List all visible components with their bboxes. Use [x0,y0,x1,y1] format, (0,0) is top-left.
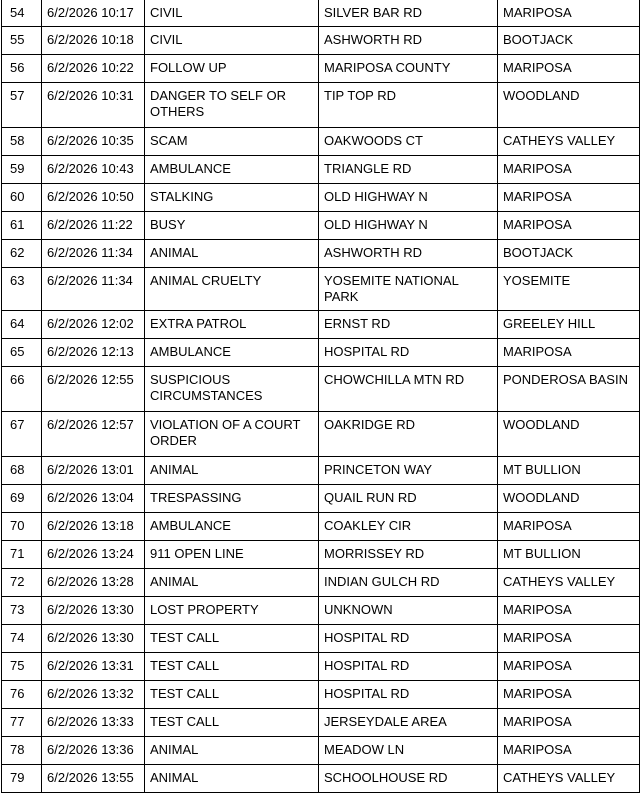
call-city: MARIPOSA [498,55,640,83]
call-city: CATHEYS VALLEY [498,765,640,793]
call-type: TEST CALL [145,681,319,709]
table-row [2,457,640,485]
call-location: QUAIL RUN RD [319,485,498,513]
call-type: AMBULANCE [145,339,319,367]
call-datetime: 6/2/2026 12:55 [42,367,145,412]
call-type: SUSPICIOUS CIRCUMSTANCES [145,367,319,412]
call-datetime: 6/2/2026 13:30 [42,625,145,653]
call-datetime: 6/2/2026 12:57 [42,412,145,457]
table-row [2,0,640,27]
call-location: TIP TOP RD [319,83,498,128]
call-datetime: 6/2/2026 13:18 [42,513,145,541]
call-type: TEST CALL [145,625,319,653]
call-type: TRESPASSING [145,485,319,513]
call-city: MARIPOSA [498,156,640,184]
table-row [2,367,640,412]
call-datetime: 6/2/2026 13:31 [42,653,145,681]
call-datetime: 6/2/2026 10:43 [42,156,145,184]
call-city: MARIPOSA [498,212,640,240]
call-datetime: 6/2/2026 13:04 [42,485,145,513]
table-row [2,541,640,569]
call-datetime: 6/2/2026 13:33 [42,709,145,737]
call-number: 74 [2,625,42,653]
call-location: UNKNOWN [319,597,498,625]
call-datetime: 6/2/2026 13:55 [42,765,145,793]
call-datetime: 6/2/2026 13:36 [42,737,145,765]
call-datetime: 6/2/2026 12:13 [42,339,145,367]
call-location: TRIANGLE RD [319,156,498,184]
call-number: 72 [2,569,42,597]
call-type: FOLLOW UP [145,55,319,83]
call-location: YOSEMITE NATIONAL PARK [319,268,498,311]
call-city: MARIPOSA [498,737,640,765]
table-row [2,128,640,156]
call-city: MT BULLION [498,541,640,569]
call-log-body [2,0,640,793]
call-type: DANGER TO SELF OR OTHERS [145,83,319,128]
table-row [2,485,640,513]
call-type: CIVIL [145,27,319,55]
call-location: HOSPITAL RD [319,339,498,367]
call-city: BOOTJACK [498,240,640,268]
call-type: EXTRA PATROL [145,311,319,339]
call-city: YOSEMITE [498,268,640,311]
call-number: 69 [2,485,42,513]
table-row [2,156,640,184]
call-type: VIOLATION OF A COURT ORDER [145,412,319,457]
call-location: MARIPOSA COUNTY [319,55,498,83]
call-city: CATHEYS VALLEY [498,569,640,597]
call-location: COAKLEY CIR [319,513,498,541]
call-location: MORRISSEY RD [319,541,498,569]
call-datetime: 6/2/2026 13:32 [42,681,145,709]
call-number: 73 [2,597,42,625]
call-city: MARIPOSA [498,709,640,737]
call-datetime: 6/2/2026 10:31 [42,83,145,128]
table-row [2,184,640,212]
call-location: OAKWOODS CT [319,128,498,156]
call-datetime: 6/2/2026 10:18 [42,27,145,55]
call-location: CHOWCHILLA MTN RD [319,367,498,412]
call-number: 63 [2,268,42,311]
call-type: LOST PROPERTY [145,597,319,625]
call-city: MT BULLION [498,457,640,485]
call-type: TEST CALL [145,653,319,681]
call-type: ANIMAL [145,569,319,597]
call-city: WOODLAND [498,83,640,128]
call-location: SCHOOLHOUSE RD [319,765,498,793]
call-city: MARIPOSA [498,597,640,625]
call-location: PRINCETON WAY [319,457,498,485]
call-datetime: 6/2/2026 10:22 [42,55,145,83]
call-number: 57 [2,83,42,128]
call-datetime: 6/2/2026 12:02 [42,311,145,339]
call-datetime: 6/2/2026 13:01 [42,457,145,485]
call-city: MARIPOSA [498,513,640,541]
call-datetime: 6/2/2026 11:34 [42,268,145,311]
table-row [2,311,640,339]
call-log-table [1,0,640,793]
call-city: PONDEROSA BASIN [498,367,640,412]
call-number: 61 [2,212,42,240]
call-type: AMBULANCE [145,156,319,184]
call-type: ANIMAL [145,765,319,793]
call-city: BOOTJACK [498,27,640,55]
call-number: 76 [2,681,42,709]
call-number: 58 [2,128,42,156]
table-row [2,339,640,367]
call-number: 67 [2,412,42,457]
call-number: 59 [2,156,42,184]
table-row [2,597,640,625]
call-datetime: 6/2/2026 10:50 [42,184,145,212]
call-location: OLD HIGHWAY N [319,184,498,212]
call-number: 54 [2,0,42,27]
call-datetime: 6/2/2026 10:17 [42,0,145,27]
table-row [2,513,640,541]
call-location: HOSPITAL RD [319,625,498,653]
call-number: 56 [2,55,42,83]
call-city: MARIPOSA [498,339,640,367]
call-number: 71 [2,541,42,569]
table-row [2,83,640,128]
call-location: ERNST RD [319,311,498,339]
call-number: 62 [2,240,42,268]
call-type: TEST CALL [145,709,319,737]
table-row [2,212,640,240]
call-type: CIVIL [145,0,319,27]
call-type: ANIMAL [145,240,319,268]
call-location: ASHWORTH RD [319,240,498,268]
call-type: STALKING [145,184,319,212]
call-location: HOSPITAL RD [319,653,498,681]
call-location: MEADOW LN [319,737,498,765]
call-location: OLD HIGHWAY N [319,212,498,240]
call-number: 70 [2,513,42,541]
call-location: ASHWORTH RD [319,27,498,55]
call-city: MARIPOSA [498,625,640,653]
call-number: 75 [2,653,42,681]
call-number: 64 [2,311,42,339]
call-number: 78 [2,737,42,765]
call-location: INDIAN GULCH RD [319,569,498,597]
call-datetime: 6/2/2026 13:28 [42,569,145,597]
call-city: WOODLAND [498,412,640,457]
table-row [2,653,640,681]
call-number: 79 [2,765,42,793]
call-number: 65 [2,339,42,367]
call-city: GREELEY HILL [498,311,640,339]
call-location: OAKRIDGE RD [319,412,498,457]
table-row [2,412,640,457]
table-row [2,737,640,765]
call-type: SCAM [145,128,319,156]
table-row [2,268,640,311]
call-datetime: 6/2/2026 11:22 [42,212,145,240]
table-row [2,681,640,709]
call-city: MARIPOSA [498,0,640,27]
call-datetime: 6/2/2026 11:34 [42,240,145,268]
call-datetime: 6/2/2026 13:30 [42,597,145,625]
call-number: 77 [2,709,42,737]
call-type: BUSY [145,212,319,240]
call-type: ANIMAL CRUELTY [145,268,319,311]
call-city: MARIPOSA [498,184,640,212]
table-row [2,625,640,653]
call-city: CATHEYS VALLEY [498,128,640,156]
table-row [2,765,640,793]
call-number: 60 [2,184,42,212]
table-row [2,709,640,737]
table-row [2,240,640,268]
call-type: 911 OPEN LINE [145,541,319,569]
call-city: MARIPOSA [498,653,640,681]
call-location: JERSEYDALE AREA [319,709,498,737]
call-datetime: 6/2/2026 10:35 [42,128,145,156]
table-row [2,569,640,597]
call-type: AMBULANCE [145,513,319,541]
call-location: SILVER BAR RD [319,0,498,27]
table-row [2,55,640,83]
call-location: HOSPITAL RD [319,681,498,709]
call-type: ANIMAL [145,457,319,485]
table-row [2,27,640,55]
call-number: 66 [2,367,42,412]
call-number: 55 [2,27,42,55]
call-datetime: 6/2/2026 13:24 [42,541,145,569]
call-type: ANIMAL [145,737,319,765]
call-number: 68 [2,457,42,485]
call-city: MARIPOSA [498,681,640,709]
call-city: WOODLAND [498,485,640,513]
